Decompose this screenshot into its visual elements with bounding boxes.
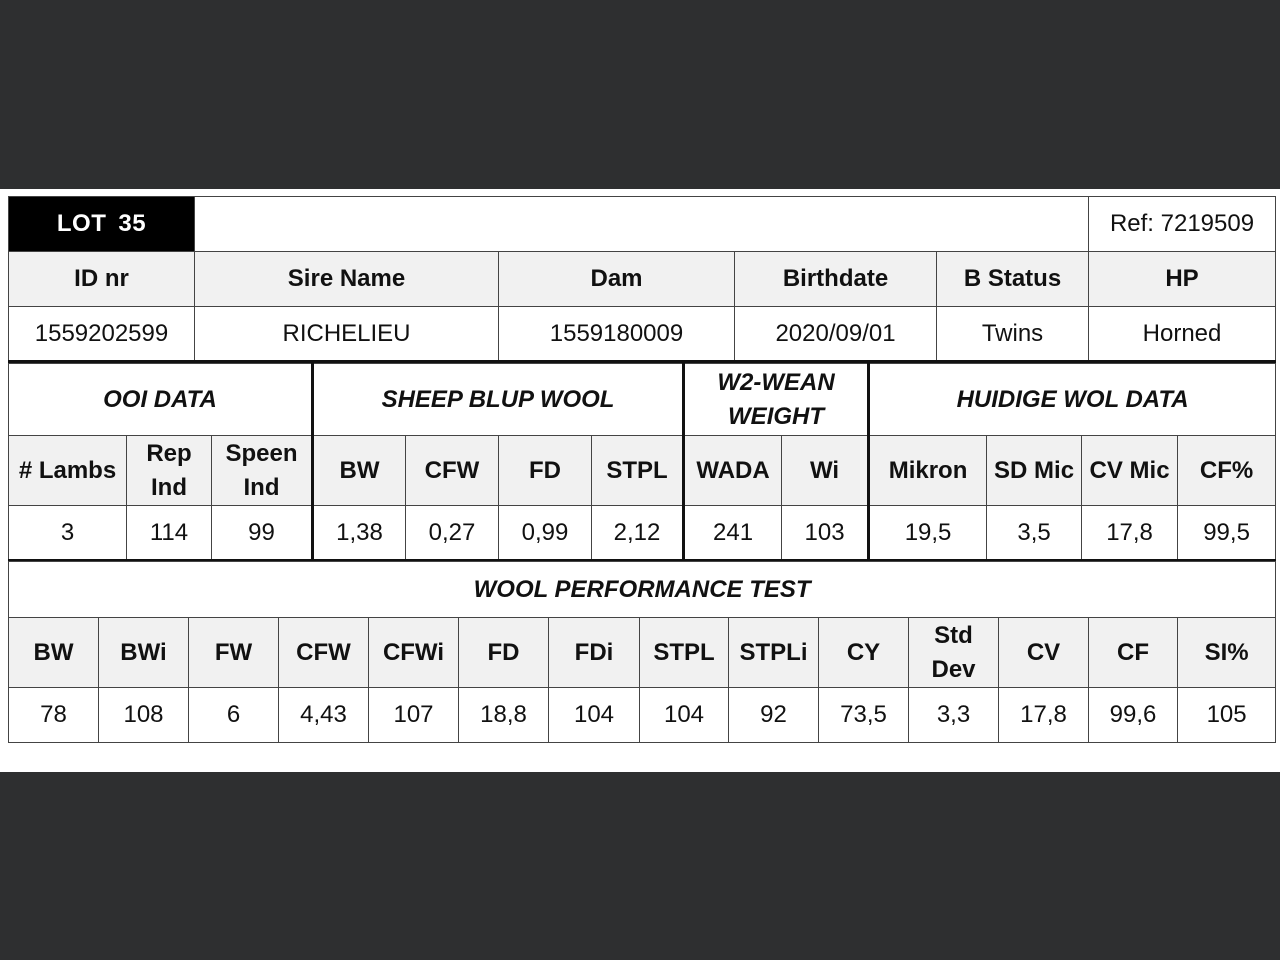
- value-blup-stpl: 2,12: [592, 506, 684, 561]
- header-wada: WADA: [684, 436, 782, 506]
- header-speen-ind: Speen Ind: [212, 436, 313, 506]
- header-b-status: B Status: [937, 252, 1089, 307]
- header-perf-cf: CF: [1089, 618, 1178, 688]
- header-mikron: Mikron: [869, 436, 987, 506]
- value-perf-std-dev: 3,3: [909, 688, 999, 743]
- lot-sheet: [0, 189, 1280, 772]
- value-lambs: 3: [9, 506, 127, 561]
- group-title-sheep-blup-wool: SHEEP BLUP WOOL: [313, 364, 684, 436]
- performance-title: WOOL PERFORMANCE TEST: [9, 562, 1276, 618]
- header-cf-percent: CF%: [1178, 436, 1276, 506]
- header-sd-mic: SD Mic: [987, 436, 1082, 506]
- header-perf-cfw: CFW: [279, 618, 369, 688]
- group-title-ooi-data: OOI DATA: [9, 364, 313, 436]
- header-cv-mic: CV Mic: [1082, 436, 1178, 506]
- value-perf-cfwi: 107: [369, 688, 459, 743]
- wool-performance-table: [8, 561, 1276, 743]
- header-blup-stpl: STPL: [592, 436, 684, 506]
- value-dam: 1559180009: [499, 307, 735, 362]
- value-perf-cfw: 4,43: [279, 688, 369, 743]
- header-perf-stpli: STPLi: [729, 618, 819, 688]
- header-perf-fdi: FDi: [549, 618, 640, 688]
- header-perf-bw: BW: [9, 618, 99, 688]
- value-cv-mic: 17,8: [1082, 506, 1178, 561]
- ref-number: Ref: 7219509: [1089, 197, 1276, 252]
- value-perf-stpl: 104: [640, 688, 729, 743]
- value-rep-ind: 114: [127, 506, 212, 561]
- value-sd-mic: 3,5: [987, 506, 1082, 561]
- value-perf-bw: 78: [9, 688, 99, 743]
- header-perf-cfwi: CFWi: [369, 618, 459, 688]
- value-blup-cfw: 0,27: [406, 506, 499, 561]
- value-wada: 241: [684, 506, 782, 561]
- value-wi: 103: [782, 506, 869, 561]
- value-perf-bwi: 108: [99, 688, 189, 743]
- value-cf-percent: 99,5: [1178, 506, 1276, 561]
- header-perf-std-dev: Std Dev: [909, 618, 999, 688]
- header-blup-bw: BW: [313, 436, 406, 506]
- header-blup-cfw: CFW: [406, 436, 499, 506]
- animal-table: [8, 196, 1276, 363]
- value-sire-name: RICHELIEU: [195, 307, 499, 362]
- value-mikron: 19,5: [869, 506, 987, 561]
- group-title-huidige-wol-data: HUIDIGE WOL DATA: [869, 364, 1276, 436]
- header-lambs: # Lambs: [9, 436, 127, 506]
- header-blup-fd: FD: [499, 436, 592, 506]
- value-perf-cf: 99,6: [1089, 688, 1178, 743]
- value-perf-fw: 6: [189, 688, 279, 743]
- header-rep-ind: Rep Ind: [127, 436, 212, 506]
- header-id-nr: ID nr: [9, 252, 195, 307]
- header-sire-name: Sire Name: [195, 252, 499, 307]
- header-hp: HP: [1089, 252, 1276, 307]
- value-perf-fd: 18,8: [459, 688, 549, 743]
- header-perf-bwi: BWi: [99, 618, 189, 688]
- header-birthdate: Birthdate: [735, 252, 937, 307]
- value-id-nr: 1559202599: [9, 307, 195, 362]
- lot-badge: [9, 197, 195, 252]
- header-perf-cy: CY: [819, 618, 909, 688]
- value-b-status: Twins: [937, 307, 1089, 362]
- header-perf-fd: FD: [459, 618, 549, 688]
- value-perf-stpli: 92: [729, 688, 819, 743]
- value-perf-si-percent: 105: [1178, 688, 1276, 743]
- value-speen-ind: 99: [212, 506, 313, 561]
- group-data-table: [8, 363, 1276, 562]
- value-perf-fdi: 104: [549, 688, 640, 743]
- value-blup-fd: 0,99: [499, 506, 592, 561]
- value-blup-bw: 1,38: [313, 506, 406, 561]
- value-birthdate: 2020/09/01: [735, 307, 937, 362]
- header-dam: Dam: [499, 252, 735, 307]
- lot-label: LOT: [56, 210, 107, 237]
- header-perf-fw: FW: [189, 618, 279, 688]
- value-perf-cy: 73,5: [819, 688, 909, 743]
- blank-banner: [195, 197, 1089, 252]
- value-hp: Horned: [1089, 307, 1276, 362]
- header-perf-cv: CV: [999, 618, 1089, 688]
- header-perf-stpl: STPL: [640, 618, 729, 688]
- header-wi: Wi: [782, 436, 869, 506]
- lot-number: 35: [118, 210, 147, 237]
- value-perf-cv: 17,8: [999, 688, 1089, 743]
- group-title-w2-wean-weight: W2-WEAN WEIGHT: [684, 364, 869, 436]
- header-perf-si-percent: SI%: [1178, 618, 1276, 688]
